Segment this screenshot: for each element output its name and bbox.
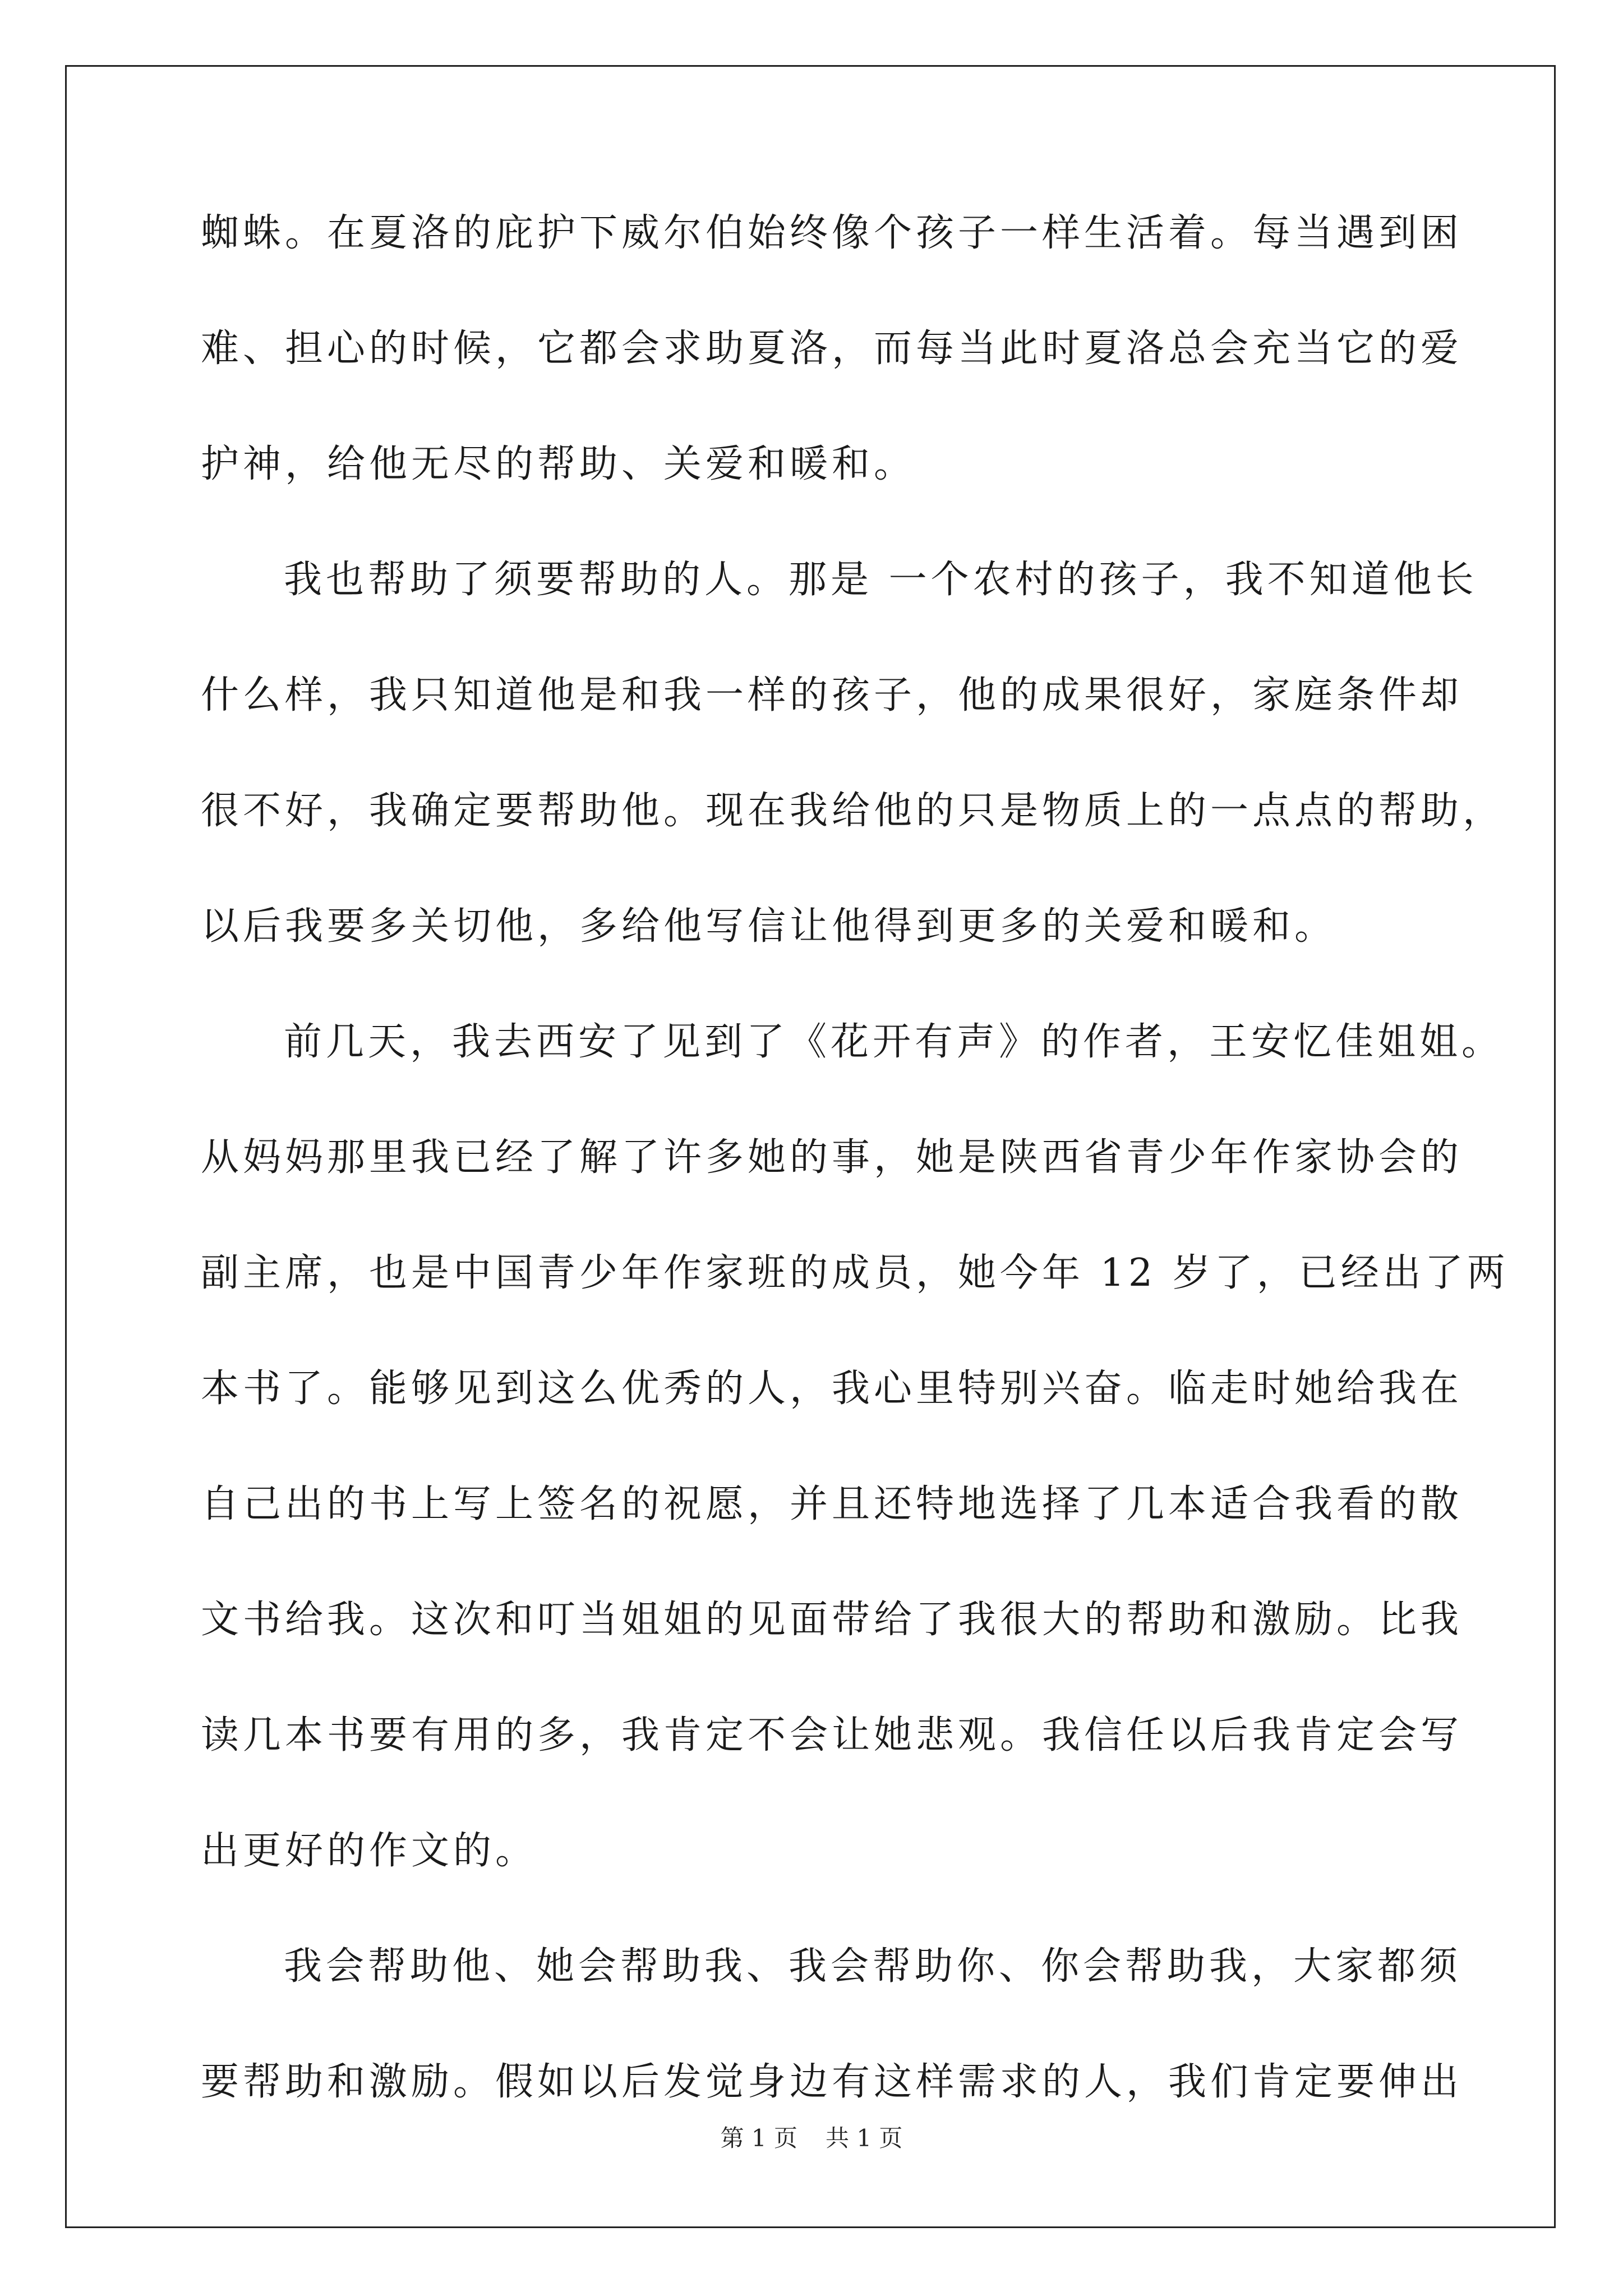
page-number-current: 第 1 页: [720, 2124, 797, 2152]
text-line: 副主席，也是中国青少年作家班的成员，她今年 12 岁了，已经出了两: [201, 1251, 1509, 1295]
text-line: 要帮助和激励。假如以后发觉身边有这样需求的人，我们肯定要伸出: [201, 2060, 1463, 2104]
paragraph-start-line: 我会帮助他、她会帮助我、我会帮助你、你会帮助我，大家都须: [284, 1944, 1462, 1989]
text-line: 难、担心的时候，它都会求助夏洛，而每当此时夏洛总会充当它的爱: [201, 326, 1463, 371]
text-line: 本书了。能够见到这么优秀的人，我心里特别兴奋。临走时她给我在: [201, 1366, 1463, 1411]
text-line: 很不好，我确定要帮助他。现在我给他的只是物质上的一点点的帮助，: [201, 789, 1505, 833]
text-line: 自己出的书上写上签名的祝愿，并且还特地选择了几本适合我看的散: [201, 1482, 1463, 1526]
text-line: 什么样，我只知道他是和我一样的孩子，他的成果很好，家庭条件却: [201, 673, 1463, 717]
page-footer: [0, 2122, 1623, 2155]
paragraph-start-line: 我也帮助了须要帮助的人。那是 一个农村的孩子，我不知道他长: [284, 558, 1478, 602]
text-line: 蜘蛛。在夏洛的庇护下威尔伯始终像个孩子一样生活着。每当遇到困: [201, 211, 1463, 255]
text-line: 文书给我。这次和叮当姐姐的见面带给了我很大的帮助和激励。比我: [201, 1598, 1463, 1642]
text-line: 护神，给他无尽的帮助、关爱和暖和。: [201, 442, 916, 486]
text-line: 以后我要多关切他，多给他写信让他得到更多的关爱和暖和。: [201, 904, 1337, 949]
page-number-total: 共 1 页: [826, 2124, 903, 2152]
text-line: 从妈妈那里我已经了解了许多她的事，她是陕西省青少年作家协会的: [201, 1135, 1463, 1180]
paragraph-start-line: 前几天，我去西安了见到了《花开有声》的作者，王安忆佳姐姐。: [284, 1020, 1504, 1064]
text-line: 出更好的作文的。: [201, 1829, 538, 1873]
text-line: 读几本书要有用的多，我肯定不会让她悲观。我信任以后我肯定会写: [201, 1713, 1463, 1757]
